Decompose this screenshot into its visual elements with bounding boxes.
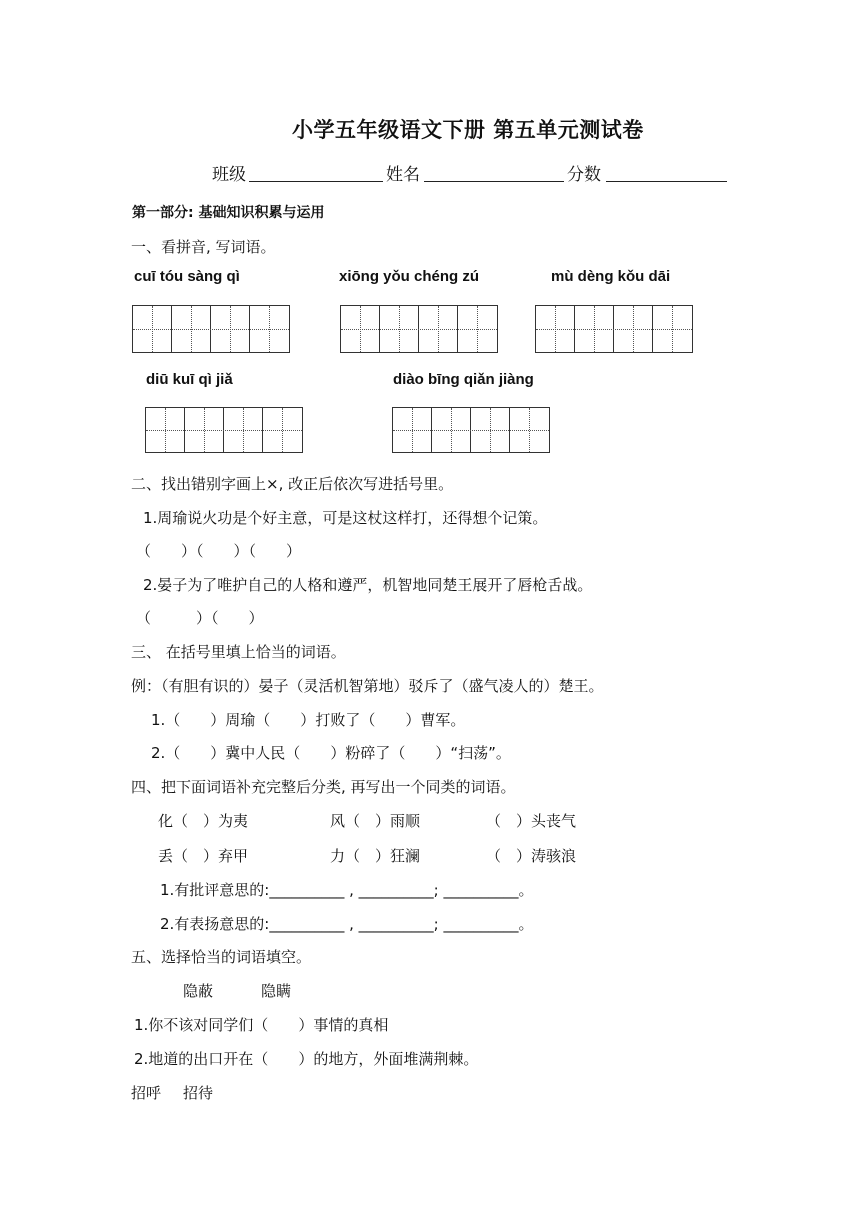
classification-line[interactable]: 2.有表扬意思的:__________ , __________; __________。: [160, 915, 534, 933]
question-text[interactable]: 2.地道的出口开在（ ）的地方，外面堆满荆棘。: [134, 1050, 479, 1068]
pinyin-word-2: xiōng yǒu chéng zú: [339, 268, 480, 285]
idiom-item[interactable]: （ ）涛骇浪: [486, 847, 577, 865]
writing-grid[interactable]: [535, 305, 693, 353]
question-text[interactable]: 1.（ ）周瑜（ ）打败了（ ）曹军。: [151, 711, 466, 729]
pinyin-word-4: diū kuī qì jiǎ: [146, 371, 233, 388]
pinyin-word-3: mù dèng kǒu dāi: [551, 268, 671, 285]
question-text: 1.周瑜说火功是个好主意，可是这杖这样打，还得想个记策。: [143, 509, 548, 527]
question-text: 2.晏子为了唯护自己的人格和遵严，机智地同楚王展开了唇枪舌战。: [143, 576, 593, 594]
word-choice: 隐蔽: [183, 982, 214, 1000]
example-text: 例：（有胆有识的）晏子（灵活机智第地）驳斥了（盛气凌人的）楚王。: [131, 677, 604, 695]
word-choice: 隐瞒: [261, 982, 292, 1000]
question-text[interactable]: 1.你不该对同学们（ ）事情的真相: [134, 1016, 389, 1034]
idiom-item[interactable]: （ ）头丧气: [486, 812, 577, 830]
writing-grid[interactable]: [145, 407, 303, 453]
section-2-heading: 二、找出错别字画上×, 改正后依次写进括号里。: [131, 475, 454, 493]
idiom-item[interactable]: 丢（ ）弃甲: [158, 847, 249, 865]
section-5-heading: 五、选择恰当的词语填空。: [131, 948, 312, 966]
idiom-item[interactable]: 力（ ）狂澜: [330, 847, 421, 865]
section-3-heading: 三、 在括号里填上恰当的词语。: [131, 643, 346, 661]
score-label: 分数: [567, 165, 601, 185]
page-title: 小学五年级语文下册 第五单元测试卷: [292, 118, 644, 142]
name-field[interactable]: [424, 181, 564, 182]
pinyin-word-5: diào bīng qiǎn jiàng: [393, 371, 534, 388]
pinyin-word-1: cuī tóu sàng qì: [134, 268, 240, 285]
word-choice: 招待: [183, 1084, 214, 1102]
classification-line[interactable]: 1.有批评意思的:__________ , __________; __________。: [160, 881, 534, 899]
answer-blank[interactable]: （ ）（ ）（ ）: [136, 542, 302, 560]
word-choice: 招呼: [131, 1084, 162, 1102]
class-label: 班级: [212, 165, 246, 185]
answer-blank[interactable]: （ ）（ ）: [136, 609, 264, 627]
part-heading: 第一部分: 基础知识积累与运用: [132, 205, 325, 221]
idiom-item[interactable]: 风（ ）雨顺: [330, 812, 421, 830]
writing-grid[interactable]: [392, 407, 550, 453]
writing-grid[interactable]: [132, 305, 290, 353]
question-text[interactable]: 2.（ ）冀中人民（ ）粉碎了（ ）“扫荡”。: [151, 744, 511, 762]
section-4-heading: 四、把下面词语补充完整后分类, 再写出一个同类的词语。: [131, 778, 516, 796]
score-field[interactable]: [606, 181, 727, 182]
writing-grid[interactable]: [340, 305, 498, 353]
idiom-item[interactable]: 化（ ）为夷: [158, 812, 249, 830]
name-label: 姓名: [386, 165, 420, 185]
section-1-heading: 一、看拼音, 写词语。: [131, 238, 276, 256]
class-field[interactable]: [249, 181, 383, 182]
